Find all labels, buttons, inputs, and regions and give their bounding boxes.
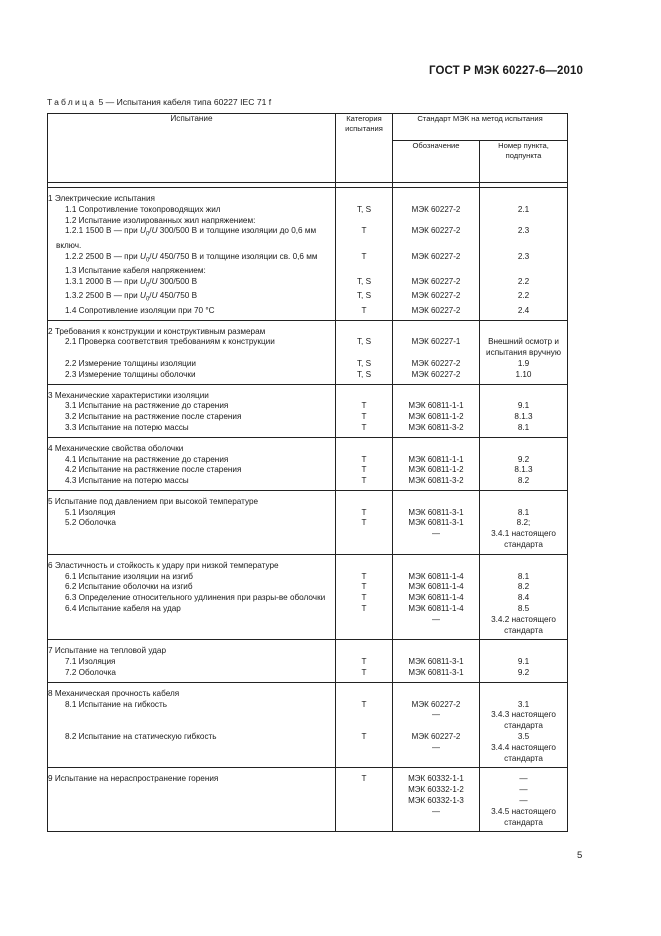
designation-cell <box>393 682 480 699</box>
category-cell: T <box>336 423 393 437</box>
test-name-cell: 8.2 Испытание на статическую гибкость <box>48 732 336 743</box>
designation-cell: МЭК 60811-3-1 <box>393 508 480 519</box>
designation-cell: МЭК 60811-1-4 <box>393 593 480 604</box>
test-name-cell: 1.3.1 2000 В — при $U_0/U$ 300/500 В <box>48 277 336 291</box>
table-row <box>48 554 568 571</box>
clause-cell: 2.3 <box>480 226 568 251</box>
clause-cell: 2.1 <box>480 205 568 216</box>
clause-cell: 1.9 <box>480 359 568 370</box>
clause-cell <box>480 490 568 507</box>
table-row <box>48 529 568 554</box>
test-name-cell: 4.2 Испытание на растяжение после старения <box>48 465 336 476</box>
designation-cell: МЭК 60811-1-1 <box>393 401 480 412</box>
table-section <box>48 188 568 321</box>
table-row <box>48 291 568 305</box>
table-section <box>48 490 568 554</box>
table-row <box>48 226 568 251</box>
clause-cell <box>480 640 568 657</box>
table-row <box>48 785 568 796</box>
table-header <box>48 114 568 188</box>
category-cell: T <box>336 226 393 251</box>
test-name-cell: 5 Испытание под давлением при высокой температуре <box>48 490 336 507</box>
category-cell: T <box>336 604 393 615</box>
designation-cell: МЭК 60227-2 <box>393 205 480 216</box>
table-row <box>48 710 568 732</box>
test-name-cell: 5.2 Оболочка <box>48 518 336 529</box>
tests-table <box>47 113 568 832</box>
clause-cell <box>480 216 568 227</box>
designation-cell: — <box>393 710 480 732</box>
category-cell <box>336 615 393 640</box>
test-name-cell: 3.1 Испытание на растяжение до старения <box>48 401 336 412</box>
column-header-clause: Номер пункта, подпункта <box>480 141 568 183</box>
test-name-cell: 1.4 Сопротивление изоляции при 70 °С <box>48 306 336 320</box>
test-name-cell: 2.1 Проверка соответствия требованиям к конструкции <box>48 337 336 359</box>
table-caption-title: 5 — Испытания кабеля типа 60227 IEC 71 f <box>96 97 272 107</box>
designation-cell: — <box>393 743 480 768</box>
test-name-cell: 6.4 Испытание кабеля на удар <box>48 604 336 615</box>
table-row <box>48 668 568 682</box>
clause-cell: 1.10 <box>480 370 568 384</box>
designation-cell: МЭК 60811-3-2 <box>393 423 480 437</box>
category-cell: T <box>336 412 393 423</box>
table-section <box>48 437 568 490</box>
test-name-cell: 7.2 Оболочка <box>48 668 336 682</box>
designation-cell: МЭК 60227-2 <box>393 252 480 266</box>
category-cell: T, S <box>336 291 393 305</box>
table-row <box>48 657 568 668</box>
designation-cell: МЭК 60227-2 <box>393 291 480 305</box>
test-name-cell: 2.3 Измерение толщины оболочки <box>48 370 336 384</box>
table-row <box>48 455 568 466</box>
designation-cell: — <box>393 529 480 554</box>
test-name-cell: 8.1 Испытание на гибкость <box>48 700 336 711</box>
category-cell <box>336 554 393 571</box>
designation-cell: МЭК 60227-2 <box>393 277 480 291</box>
clause-cell: Внешний осмотр и испытания вручную <box>480 337 568 359</box>
test-name-cell: 6.1 Испытание изоляции на изгиб <box>48 572 336 583</box>
table-caption <box>47 97 271 107</box>
designation-cell: МЭК 60811-1-4 <box>393 572 480 583</box>
table-row <box>48 732 568 743</box>
designation-cell: МЭК 60332-1-2 <box>393 785 480 796</box>
table-row <box>48 615 568 640</box>
clause-cell: 8.5 <box>480 604 568 615</box>
clause-cell: 3.4.3 настоящего стандарта <box>480 710 568 732</box>
table-row <box>48 306 568 320</box>
designation-cell: МЭК 60332-1-3 <box>393 796 480 807</box>
category-cell <box>336 710 393 732</box>
test-name-cell <box>48 615 336 640</box>
category-cell: T <box>336 732 393 743</box>
clause-cell: 2.3 <box>480 252 568 266</box>
clause-cell: 3.1 <box>480 700 568 711</box>
clause-cell: 8.1.3 <box>480 412 568 423</box>
table-row <box>48 490 568 507</box>
clause-cell: 3.4.2 настоящего стандарта <box>480 615 568 640</box>
clause-cell <box>480 384 568 401</box>
test-name-cell: 6 Эластичность и стойкость к удару при низкой температуре <box>48 554 336 571</box>
clause-cell: 3.5 <box>480 732 568 743</box>
table-row <box>48 743 568 768</box>
category-cell: T <box>336 252 393 266</box>
category-cell <box>336 682 393 699</box>
test-name-cell <box>48 796 336 807</box>
test-name-cell: 1 Электрические испытания <box>48 188 336 205</box>
test-name-cell: 2.2 Измерение толщины изоляции <box>48 359 336 370</box>
table-row <box>48 768 568 785</box>
table-row <box>48 370 568 384</box>
clause-cell: 3.4.5 настоящего стандарта <box>480 807 568 832</box>
test-name-cell: 8 Механическая прочность кабеля <box>48 682 336 699</box>
test-name-cell: 3 Механические характеристики изоляции <box>48 384 336 401</box>
table-row <box>48 412 568 423</box>
table-row <box>48 508 568 519</box>
category-cell: T <box>336 582 393 593</box>
category-cell: T <box>336 455 393 466</box>
table-section <box>48 320 568 384</box>
test-name-cell: 1.3.2 2500 В — при $U_0/U$ 450/750 В <box>48 291 336 305</box>
table-row <box>48 266 568 277</box>
category-cell <box>336 384 393 401</box>
clause-cell: 8.1.3 <box>480 465 568 476</box>
category-cell: T <box>336 518 393 529</box>
test-name-cell <box>48 529 336 554</box>
designation-cell: МЭК 60227-2 <box>393 226 480 251</box>
designation-cell: — <box>393 615 480 640</box>
category-cell: T, S <box>336 359 393 370</box>
table-row <box>48 518 568 529</box>
column-header-category: Категория испытания <box>336 114 393 183</box>
designation-cell: МЭК 60227-1 <box>393 337 480 359</box>
table-row <box>48 437 568 454</box>
test-name-cell <box>48 743 336 768</box>
table-row <box>48 465 568 476</box>
table-row <box>48 277 568 291</box>
designation-cell <box>393 640 480 657</box>
designation-cell: МЭК 60227-2 <box>393 370 480 384</box>
test-name-cell <box>48 710 336 732</box>
category-cell: T, S <box>336 370 393 384</box>
clause-cell: 8.2 <box>480 582 568 593</box>
designation-cell <box>393 554 480 571</box>
category-cell <box>336 437 393 454</box>
category-cell <box>336 743 393 768</box>
table-row <box>48 384 568 401</box>
table-caption-word: Таблица <box>47 97 97 107</box>
table-row <box>48 337 568 359</box>
test-name-cell: 4.3 Испытание на потерю массы <box>48 476 336 490</box>
test-name-cell: 4 Механические свойства оболочки <box>48 437 336 454</box>
clause-cell: 3.4.1 настоящего стандарта <box>480 529 568 554</box>
table-row <box>48 640 568 657</box>
table-row <box>48 604 568 615</box>
test-name-cell: 6.2 Испытание оболочки на изгиб <box>48 582 336 593</box>
table-row <box>48 572 568 583</box>
clause-cell: 9.2 <box>480 455 568 466</box>
table-section <box>48 554 568 640</box>
category-cell <box>336 529 393 554</box>
test-name-cell: 7 Испытание на тепловой удар <box>48 640 336 657</box>
category-cell: T <box>336 657 393 668</box>
column-header-test: Испытание <box>48 114 336 183</box>
designation-cell: МЭК 60811-1-1 <box>393 455 480 466</box>
clause-cell: 2.4 <box>480 306 568 320</box>
clause-cell <box>480 266 568 277</box>
table-row <box>48 682 568 699</box>
test-name-cell: 9 Испытание на нераспространение горения <box>48 768 336 785</box>
column-header-designation: Обозначение <box>393 141 480 183</box>
table-row <box>48 320 568 337</box>
designation-cell <box>393 266 480 277</box>
test-name-cell: 3.2 Испытание на растяжение после старения <box>48 412 336 423</box>
category-cell: T <box>336 768 393 785</box>
table-section <box>48 768 568 832</box>
designation-cell <box>393 188 480 205</box>
test-name-cell: 2 Требования к конструкции и конструктивным размерам <box>48 320 336 337</box>
table-section <box>48 384 568 437</box>
table-row <box>48 401 568 412</box>
clause-cell: — <box>480 796 568 807</box>
column-header-standard: Стандарт МЭК на метод испытания <box>393 114 568 141</box>
designation-cell: МЭК 60227-2 <box>393 359 480 370</box>
designation-cell <box>393 384 480 401</box>
designation-cell <box>393 437 480 454</box>
designation-cell: МЭК 60227-2 <box>393 732 480 743</box>
table-row <box>48 359 568 370</box>
table-row <box>48 796 568 807</box>
category-cell <box>336 796 393 807</box>
test-name-cell: 1.2 Испытание изолированных жил напряжением: <box>48 216 336 227</box>
table-row <box>48 205 568 216</box>
category-cell <box>336 266 393 277</box>
test-name-cell: 1.2.2 2500 В — при $U_0/U$ 450/750 В и толщине изоляции св. 0,6 мм <box>48 252 336 266</box>
clause-cell: 2.2 <box>480 277 568 291</box>
category-cell: T <box>336 508 393 519</box>
test-name-cell: 1.1 Сопротивление токопроводящих жил <box>48 205 336 216</box>
designation-cell: МЭК 60332-1-1 <box>393 768 480 785</box>
clause-cell: 9.1 <box>480 657 568 668</box>
test-name-cell: 5.1 Изоляция <box>48 508 336 519</box>
clause-cell <box>480 437 568 454</box>
category-cell: T <box>336 700 393 711</box>
designation-cell: МЭК 60811-1-4 <box>393 604 480 615</box>
table-section <box>48 682 568 768</box>
table-row <box>48 593 568 604</box>
designation-cell: МЭК 60811-3-2 <box>393 476 480 490</box>
test-name-cell: 7.1 Изоляция <box>48 657 336 668</box>
designation-cell: МЭК 60227-2 <box>393 306 480 320</box>
designation-cell <box>393 490 480 507</box>
clause-cell: 9.1 <box>480 401 568 412</box>
table-row <box>48 252 568 266</box>
test-name-cell <box>48 785 336 796</box>
clause-cell <box>480 320 568 337</box>
category-cell <box>336 785 393 796</box>
table-row <box>48 582 568 593</box>
clause-cell: 8.1 <box>480 572 568 583</box>
category-cell <box>336 188 393 205</box>
designation-cell: МЭК 60227-2 <box>393 700 480 711</box>
category-cell: T <box>336 465 393 476</box>
clause-cell: 3.4.4 настоящего стандарта <box>480 743 568 768</box>
clause-cell: 8.4 <box>480 593 568 604</box>
clause-cell: 8.1 <box>480 423 568 437</box>
page-number: 5 <box>577 850 583 861</box>
designation-cell: МЭК 60811-3-1 <box>393 657 480 668</box>
category-cell: T <box>336 593 393 604</box>
designation-cell <box>393 320 480 337</box>
document-standard-header: ГОСТ Р МЭК 60227-6—2010 <box>429 65 583 77</box>
category-cell: T <box>336 401 393 412</box>
test-name-cell <box>48 807 336 832</box>
table-row <box>48 700 568 711</box>
category-cell: T, S <box>336 205 393 216</box>
table-row <box>48 423 568 437</box>
test-name-cell: 4.1 Испытание на растяжение до старения <box>48 455 336 466</box>
category-cell <box>336 640 393 657</box>
category-cell: T <box>336 476 393 490</box>
table-row <box>48 188 568 205</box>
designation-cell: МЭК 60811-3-1 <box>393 518 480 529</box>
table-row <box>48 807 568 832</box>
designation-cell: — <box>393 807 480 832</box>
category-cell: T, S <box>336 277 393 291</box>
table-row <box>48 216 568 227</box>
category-cell: T <box>336 306 393 320</box>
category-cell <box>336 807 393 832</box>
test-name-cell: 1.2.1 1500 В — при $U_0/U$ 300/500 В и толщине изоляции до 0,6 мм включ. <box>48 226 336 251</box>
clause-cell: 8.1 <box>480 508 568 519</box>
clause-cell <box>480 188 568 205</box>
clause-cell: 8.2; <box>480 518 568 529</box>
designation-cell: МЭК 60811-1-2 <box>393 412 480 423</box>
clause-cell: 8.2 <box>480 476 568 490</box>
category-cell <box>336 216 393 227</box>
clause-cell <box>480 554 568 571</box>
designation-cell: МЭК 60811-1-4 <box>393 582 480 593</box>
category-cell: T <box>336 572 393 583</box>
category-cell: T, S <box>336 337 393 359</box>
designation-cell <box>393 216 480 227</box>
category-cell <box>336 320 393 337</box>
designation-cell: МЭК 60811-3-1 <box>393 668 480 682</box>
category-cell <box>336 490 393 507</box>
clause-cell: — <box>480 785 568 796</box>
designation-cell: МЭК 60811-1-2 <box>393 465 480 476</box>
test-name-cell: 1.3 Испытание кабеля напряжением: <box>48 266 336 277</box>
clause-cell: 2.2 <box>480 291 568 305</box>
clause-cell: 9.2 <box>480 668 568 682</box>
clause-cell <box>480 682 568 699</box>
category-cell: T <box>336 668 393 682</box>
table-section <box>48 640 568 682</box>
test-name-cell: 3.3 Испытание на потерю массы <box>48 423 336 437</box>
test-name-cell: 6.3 Определение относительного удлинения при разры-ве оболочки <box>48 593 336 604</box>
table-row <box>48 476 568 490</box>
clause-cell: — <box>480 768 568 785</box>
